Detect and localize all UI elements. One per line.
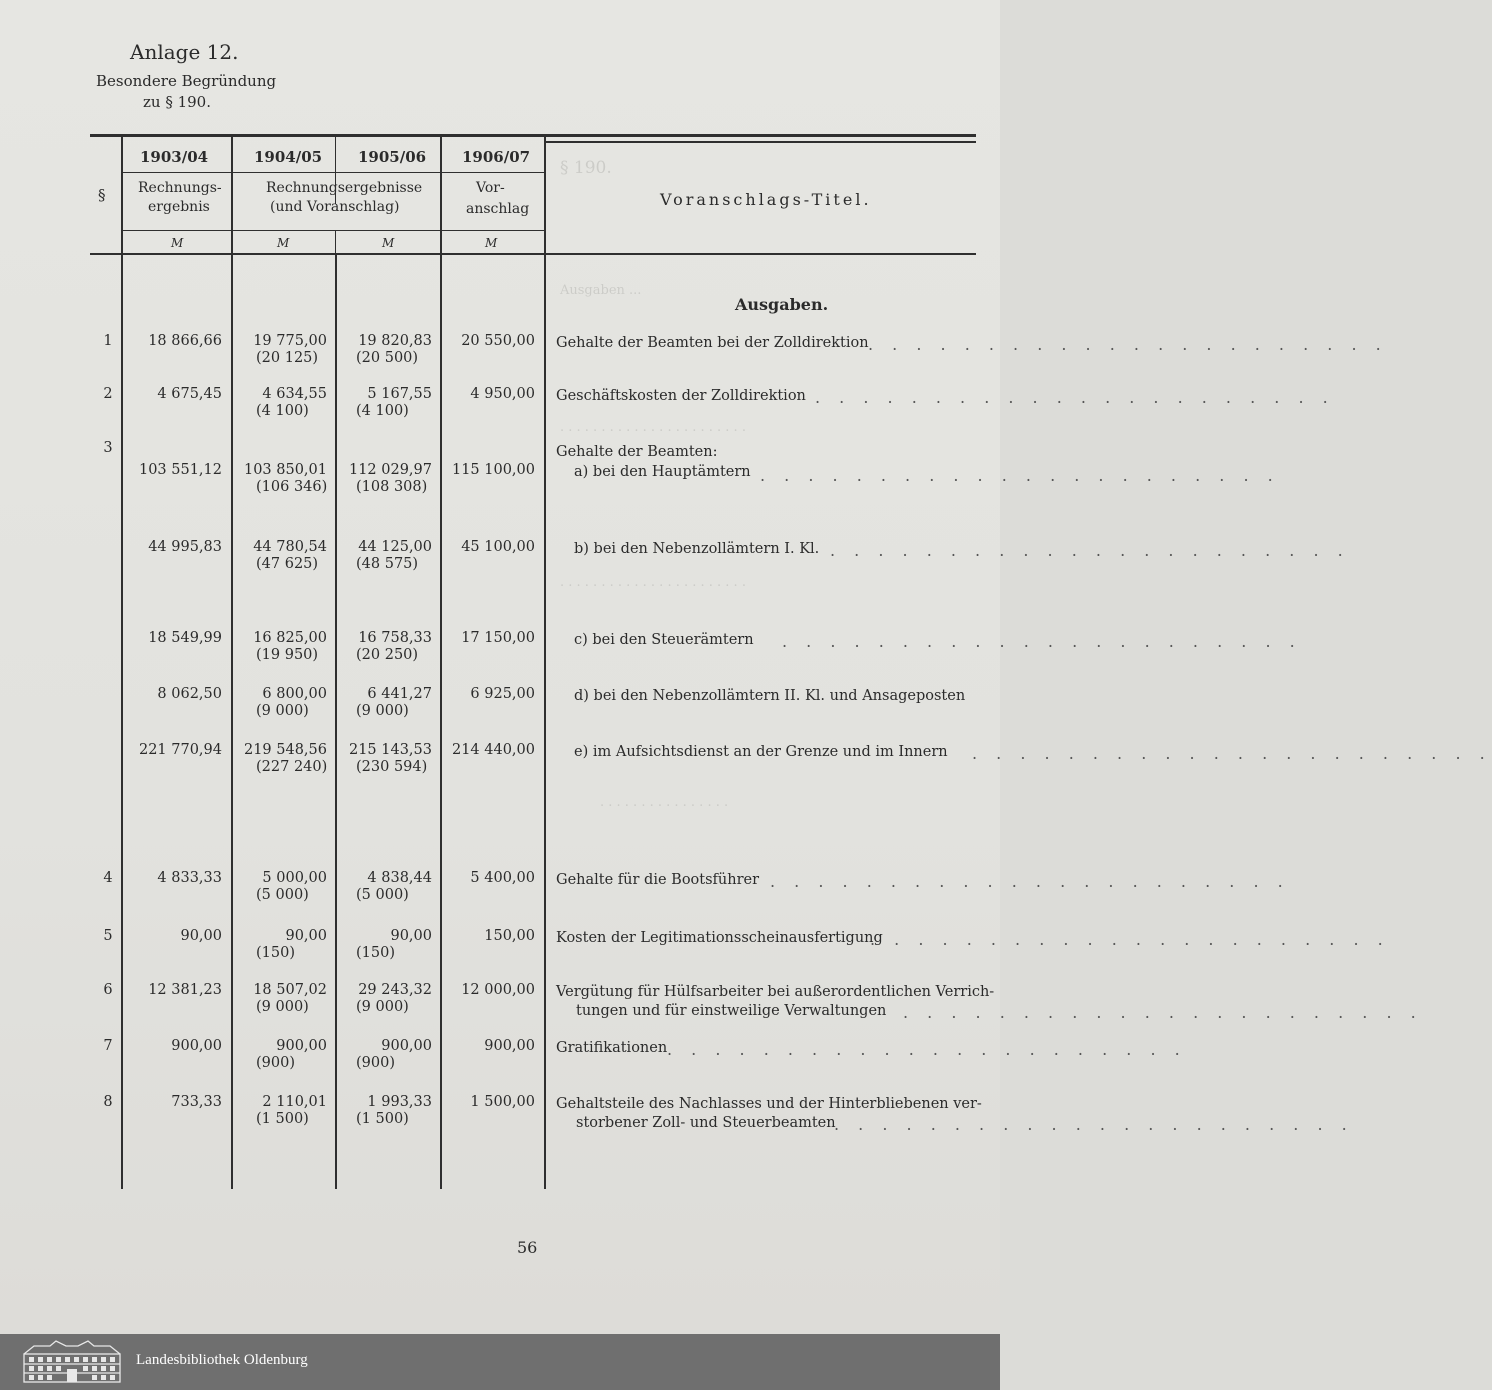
value-1905-06: 6 441,27 <box>367 686 432 702</box>
leader-dots: . . . . . . . . . . . . . . . . . . . . . . <box>830 541 1350 560</box>
leader-dots: . . . . . . . . . . . . . . . . . . . . . . <box>834 1115 1354 1134</box>
value-1903-04: 900,00 <box>171 1038 222 1054</box>
value-1904-05: 16 825,00 <box>253 630 327 646</box>
year-underline <box>122 172 545 173</box>
voranschlag-1905-06: (9 000) <box>356 999 409 1015</box>
budget-title: c) bei den Steuerämtern <box>574 632 754 648</box>
voranschlags-titel-header: Voranschlags-Titel. <box>660 190 872 209</box>
value-1906-07: 150,00 <box>484 928 535 944</box>
voranschlag-1904-05: (106 346) <box>256 479 328 495</box>
value-1903-04: 12 381,23 <box>148 982 222 998</box>
currency-mark: M <box>485 236 498 250</box>
voranschlag-1904-05: (227 240) <box>256 759 328 775</box>
value-1906-07: 5 400,00 <box>470 870 535 886</box>
value-1905-06: 900,00 <box>381 1038 432 1054</box>
value-1903-04: 90,00 <box>180 928 222 944</box>
budget-title-continuation: storbener Zoll- und Steuerbeamten <box>576 1115 836 1131</box>
value-1905-06: 215 143,53 <box>348 742 432 758</box>
value-1906-07: 115 100,00 <box>451 462 535 478</box>
budget-title-continuation: tungen und für einstweilige Verwaltungen <box>576 1003 887 1019</box>
leader-dots: . . . . . . . . . . . . . . . . . . . . . . <box>870 930 1390 949</box>
section-title-ausgaben: Ausgaben. <box>735 295 829 314</box>
value-1904-05: 103 850,01 <box>243 462 327 478</box>
currency-mark: M <box>277 236 290 250</box>
budget-title: Kosten der Legitimationsscheinausfertigung <box>556 930 883 946</box>
library-footer <box>0 1334 1000 1390</box>
value-1905-06: 16 758,33 <box>358 630 432 646</box>
voranschlag-1904-05: (19 950) <box>256 647 319 663</box>
budget-title: e) im Aufsichtsdienst an der Grenze und im Innern <box>574 744 948 760</box>
budget-title: b) bei den Nebenzollämtern I. Kl. <box>574 541 820 557</box>
paragraph-number: 2 <box>103 386 113 402</box>
value-1903-04: 4 833,33 <box>157 870 222 886</box>
paragraph-reference: zu § 190. <box>143 93 211 111</box>
column-rule <box>544 134 546 1189</box>
value-1903-04: 103 551,12 <box>138 462 222 478</box>
budget-title: d) bei den Nebenzollämtern II. Kl. und Ansageposten <box>574 688 966 704</box>
budget-title: a) bei den Hauptämtern <box>574 464 751 480</box>
value-1904-05: 5 000,00 <box>262 870 327 886</box>
value-1906-07: 900,00 <box>484 1038 535 1054</box>
value-1904-05: 90,00 <box>285 928 327 944</box>
voranschlag-1904-05: (4 100) <box>256 403 309 419</box>
value-1903-04: 4 675,45 <box>157 386 222 402</box>
currency-separator <box>122 230 545 231</box>
col4-label: Vor- <box>476 180 505 196</box>
budget-title: Vergütung für Hülfsarbeiter bei außerordentlichen Verrich- <box>556 984 995 1000</box>
voranschlag-1905-06: (20 250) <box>356 647 419 663</box>
paragraph-number: 6 <box>103 982 113 998</box>
value-1905-06: 112 029,97 <box>348 462 432 478</box>
table-top-rule <box>545 141 976 143</box>
value-1904-05: 2 110,01 <box>262 1094 327 1110</box>
show-through: § 190. <box>560 158 612 178</box>
value-1904-05: 6 800,00 <box>262 686 327 702</box>
voranschlag-1904-05: (9 000) <box>256 703 309 719</box>
budget-title: Geschäftskosten der Zolldirektion <box>556 388 806 404</box>
budget-title: Gehalte der Beamten bei der Zolldirektion <box>556 335 869 351</box>
value-1905-06: 44 125,00 <box>358 539 432 555</box>
voranschlag-1904-05: (20 125) <box>256 350 319 366</box>
voranschlag-1904-05: (5 000) <box>256 887 309 903</box>
voranschlag-1905-06: (150) <box>356 945 395 961</box>
show-through: Ausgaben ... <box>560 283 642 298</box>
paragraph-number: 4 <box>103 870 113 886</box>
budget-title: Gehalte für die Bootsführer <box>556 872 760 888</box>
currency-mark: M <box>171 236 184 250</box>
paragraph-number: 5 <box>103 928 113 944</box>
page-number: 56 <box>517 1238 538 1257</box>
voranschlag-1905-06: (20 500) <box>356 350 419 366</box>
value-1906-07: 1 500,00 <box>470 1094 535 1110</box>
voranschlag-1904-05: (47 625) <box>256 556 319 572</box>
value-1904-05: 4 634,55 <box>262 386 327 402</box>
voranschlag-1905-06: (4 100) <box>356 403 409 419</box>
voranschlag-1905-06: (108 308) <box>356 479 428 495</box>
year-header-1906: 1906/07 <box>462 148 531 166</box>
currency-mark: M <box>382 236 395 250</box>
year-header-1904: 1904/05 <box>254 148 323 166</box>
value-1905-06: 4 838,44 <box>367 870 432 886</box>
voranschlag-1905-06: (230 594) <box>356 759 428 775</box>
value-1905-06: 90,00 <box>390 928 432 944</box>
value-1905-06: 5 167,55 <box>367 386 432 402</box>
value-1906-07: 45 100,00 <box>461 539 535 555</box>
col1-label: Rechnungs- <box>138 180 222 196</box>
value-1906-07: 12 000,00 <box>461 982 535 998</box>
value-1905-06: 29 243,32 <box>358 982 432 998</box>
value-1904-05: 19 775,00 <box>253 333 327 349</box>
budget-title: Gehalte der Beamten: <box>556 444 718 460</box>
voranschlag-1905-06: (9 000) <box>356 703 409 719</box>
voranschlag-1905-06: (900) <box>356 1055 395 1071</box>
value-1904-05: 18 507,02 <box>253 982 327 998</box>
paragraph-number: 3 <box>103 440 113 456</box>
voranschlag-1905-06: (48 575) <box>356 556 419 572</box>
value-1903-04: 18 549,99 <box>148 630 222 646</box>
show-through: . . . . . . . . . . . . . . . . <box>600 795 729 810</box>
col1-label: ergebnis <box>148 199 210 215</box>
column-rule <box>440 134 442 1189</box>
value-1906-07: 4 950,00 <box>470 386 535 402</box>
value-1906-07: 17 150,00 <box>461 630 535 646</box>
voranschlag-1904-05: (1 500) <box>256 1111 309 1127</box>
column-rule <box>335 255 337 1189</box>
column-rule <box>231 134 233 1189</box>
anlage-label: Anlage 12. <box>130 40 239 64</box>
value-1904-05: 900,00 <box>276 1038 327 1054</box>
col23-label: Rechnungsergebnisse <box>266 180 423 196</box>
column-rule <box>335 230 336 255</box>
budget-title: Gehaltsteile des Nachlasses und der Hinterbliebenen ver- <box>556 1096 982 1112</box>
paragraph-symbol: § <box>98 186 106 204</box>
year-header-1903: 1903/04 <box>140 148 209 166</box>
leader-dots: . . . . . . . . . . . . . . . . . . . . . . <box>667 1040 1187 1059</box>
begruendung-label: Besondere Begründung <box>96 72 277 90</box>
value-1903-04: 18 866,66 <box>148 333 222 349</box>
voranschlag-1905-06: (5 000) <box>356 887 409 903</box>
table-top-rule <box>90 134 976 137</box>
voranschlag-1904-05: (9 000) <box>256 999 309 1015</box>
paragraph-number: 7 <box>103 1038 113 1054</box>
leader-dots: . . . . . . . . . . . . . . . . . . . . . . <box>972 744 1492 763</box>
value-1906-07: 20 550,00 <box>461 333 535 349</box>
leader-dots: . . . . . . . . . . . . . . . . . . . . . . <box>815 388 1335 407</box>
value-1906-07: 6 925,00 <box>470 686 535 702</box>
col4-label: anschlag <box>466 201 530 217</box>
header-bottom-rule <box>90 253 976 255</box>
leader-dots: . . . . . . . . . . . . . . . . . . . . . . <box>868 335 1388 354</box>
value-1904-05: 44 780,54 <box>253 539 327 555</box>
voranschlag-1904-05: (900) <box>256 1055 295 1071</box>
show-through: . . . . . . . . . . . . . . . . . . . . . . . <box>560 575 746 590</box>
show-through: . . . . . . . . . . . . . . . . . . . . . . . <box>560 420 746 435</box>
value-1903-04: 221 770,94 <box>138 742 222 758</box>
value-1906-07: 214 440,00 <box>451 742 535 758</box>
leader-dots: . . . . . . . . . . . . . . . . . . . . . . <box>760 466 1280 485</box>
leader-dots: . . . . . . . . . . . . . . . . . . . . . . <box>903 1003 1423 1022</box>
value-1905-06: 1 993,33 <box>367 1094 432 1110</box>
value-1903-04: 8 062,50 <box>157 686 222 702</box>
paragraph-number: 1 <box>103 333 113 349</box>
leader-dots: . . . . . . . . . . . . . . . . . . . . . . <box>770 872 1290 891</box>
value-1903-04: 44 995,83 <box>148 539 222 555</box>
value-1903-04: 733,33 <box>171 1094 222 1110</box>
budget-title: Gratifikationen <box>556 1040 668 1056</box>
library-name: Landesbibliothek Oldenburg <box>136 1352 308 1368</box>
value-1905-06: 19 820,83 <box>358 333 432 349</box>
voranschlag-1905-06: (1 500) <box>356 1111 409 1127</box>
value-1904-05: 219 548,56 <box>243 742 327 758</box>
col23-label: (und Voranschlag) <box>270 199 400 215</box>
voranschlag-1904-05: (150) <box>256 945 295 961</box>
year-header-1905: 1905/06 <box>358 148 427 166</box>
library-building-logo <box>20 1340 124 1384</box>
column-rule <box>121 134 123 1189</box>
paragraph-number: 8 <box>103 1094 113 1110</box>
leader-dots: . . . . . . . . . . . . . . . . . . . . . . <box>782 632 1302 651</box>
